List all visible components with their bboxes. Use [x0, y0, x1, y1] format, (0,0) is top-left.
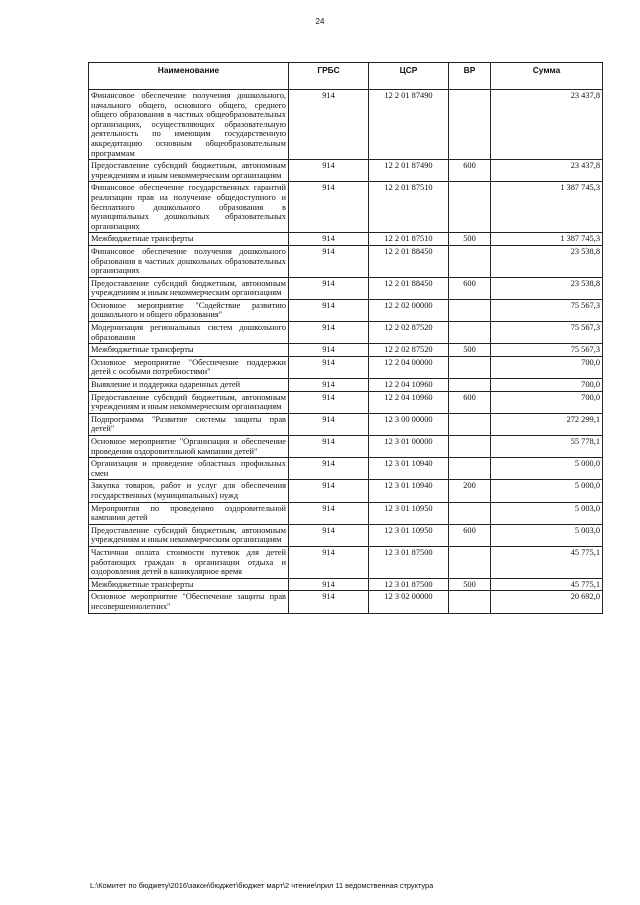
table-header-row — [89, 63, 603, 90]
row-csr: 12 2 01 87490 — [369, 160, 449, 182]
table-row — [89, 379, 603, 392]
row-vr — [449, 245, 491, 277]
row-name: Межбюджетные трансферты — [89, 578, 289, 591]
row-sum: 55 778,1 — [491, 436, 603, 458]
row-grbs: 914 — [289, 344, 369, 357]
row-grbs: 914 — [289, 413, 369, 435]
table-row — [89, 322, 603, 344]
row-csr: 12 3 01 10940 — [369, 480, 449, 502]
row-vr: 200 — [449, 480, 491, 502]
table-row — [89, 90, 603, 160]
row-name: Межбюджетные трансферты — [89, 233, 289, 246]
table-row — [89, 480, 603, 502]
row-vr — [449, 322, 491, 344]
row-vr — [449, 458, 491, 480]
row-csr: 12 3 01 87500 — [369, 578, 449, 591]
row-sum: 75 567,3 — [491, 299, 603, 321]
row-grbs: 914 — [289, 502, 369, 524]
row-sum: 23 538,8 — [491, 277, 603, 299]
row-vr — [449, 546, 491, 578]
row-vr: 500 — [449, 578, 491, 591]
header-csr: ЦСР — [369, 63, 449, 90]
row-csr: 12 2 01 88450 — [369, 277, 449, 299]
table-row — [89, 578, 603, 591]
row-name: Предоставление субсидий бюджетным, автономным учреждениям и иным некоммерческим организациям — [89, 391, 289, 413]
row-grbs: 914 — [289, 245, 369, 277]
row-grbs: 914 — [289, 480, 369, 502]
row-grbs: 914 — [289, 436, 369, 458]
page-number: 24 — [315, 17, 325, 26]
row-name: Межбюджетные трансферты — [89, 344, 289, 357]
row-vr — [449, 591, 491, 613]
row-grbs: 914 — [289, 591, 369, 613]
table-row — [89, 436, 603, 458]
row-sum: 5 000,0 — [491, 480, 603, 502]
row-csr: 12 2 02 87520 — [369, 344, 449, 357]
row-vr — [449, 379, 491, 392]
budget-table — [88, 62, 603, 614]
table-row — [89, 356, 603, 378]
row-vr — [449, 502, 491, 524]
table-row — [89, 245, 603, 277]
row-name: Организация и проведение областных профильных смен — [89, 458, 289, 480]
row-name: Основное мероприятие "Обеспечение поддержки детей с особыми потребностями" — [89, 356, 289, 378]
row-sum: 700,0 — [491, 379, 603, 392]
row-grbs: 914 — [289, 578, 369, 591]
row-csr: 12 2 02 00000 — [369, 299, 449, 321]
row-csr: 12 3 01 10950 — [369, 502, 449, 524]
row-vr: 500 — [449, 344, 491, 357]
row-vr — [449, 182, 491, 233]
row-grbs: 914 — [289, 182, 369, 233]
row-name: Закупка товаров, работ и услуг для обеспечения государственных (муниципальных) нужд — [89, 480, 289, 502]
row-vr — [449, 436, 491, 458]
row-vr — [449, 299, 491, 321]
table-row — [89, 233, 603, 246]
row-vr: 600 — [449, 160, 491, 182]
row-vr: 600 — [449, 524, 491, 546]
row-name: Мероприятия по проведению оздоровительной кампании детей — [89, 502, 289, 524]
row-sum: 700,0 — [491, 356, 603, 378]
table-row — [89, 344, 603, 357]
row-grbs: 914 — [289, 160, 369, 182]
row-name: Выявление и поддержка одаренных детей — [89, 379, 289, 392]
row-name: Основное мероприятие "Обеспечение защиты прав несовершеннолетних" — [89, 591, 289, 613]
header-name: Наименование — [89, 63, 289, 90]
row-grbs: 914 — [289, 233, 369, 246]
row-csr: 12 3 02 00000 — [369, 591, 449, 613]
table-row — [89, 160, 603, 182]
row-sum: 23 437,8 — [491, 160, 603, 182]
row-csr: 12 2 01 88450 — [369, 245, 449, 277]
table-row — [89, 458, 603, 480]
table-row — [89, 591, 603, 613]
row-sum: 5 003,0 — [491, 502, 603, 524]
table-row — [89, 524, 603, 546]
row-vr — [449, 90, 491, 160]
row-sum: 700,0 — [491, 391, 603, 413]
row-grbs: 914 — [289, 391, 369, 413]
row-csr: 12 2 01 87510 — [369, 182, 449, 233]
row-grbs: 914 — [289, 299, 369, 321]
row-name: Предоставление субсидий бюджетным, автономным учреждениям и иным некоммерческим организациям — [89, 277, 289, 299]
row-sum: 75 567,3 — [491, 344, 603, 357]
table-row — [89, 299, 603, 321]
header-grbs: ГРБС — [289, 63, 369, 90]
row-sum: 45 775,1 — [491, 546, 603, 578]
row-name: Основное мероприятие "Содействие развитию дошкольного и общего образования" — [89, 299, 289, 321]
row-grbs: 914 — [289, 458, 369, 480]
header-vr: ВР — [449, 63, 491, 90]
row-name: Финансовое обеспечение государственных гарантий реализации прав на получение общедоступного и бесплатного дошкольного образования в муниципальных дошкольных образовательных организациях — [89, 182, 289, 233]
table-row — [89, 413, 603, 435]
row-grbs: 914 — [289, 277, 369, 299]
row-grbs: 914 — [289, 356, 369, 378]
row-csr: 12 2 04 00000 — [369, 356, 449, 378]
table-row — [89, 546, 603, 578]
row-name: Финансовое обеспечение получения дошкольного, начального общего, основного общего, среднего общего образования в частных общеобразовательных организациях, осуществляющих образовательную деятельность по имеющим государственную аккредитацию основным общеобразовательным программам — [89, 90, 289, 160]
row-csr: 12 2 04 10960 — [369, 391, 449, 413]
row-name: Подпрограмма "Развитие системы защиты прав детей" — [89, 413, 289, 435]
row-name: Финансовое обеспечение получения дошкольного образования в частных дошкольных образовательных организациях — [89, 245, 289, 277]
row-name: Частичная оплата стоимости путевок для детей работающих граждан в организации отдыха и оздоровления детей в каникулярное время — [89, 546, 289, 578]
row-csr: 12 2 02 87520 — [369, 322, 449, 344]
row-csr: 12 3 01 87500 — [369, 546, 449, 578]
row-csr: 12 2 01 87490 — [369, 90, 449, 160]
row-sum: 272 299,1 — [491, 413, 603, 435]
row-grbs: 914 — [289, 379, 369, 392]
row-csr: 12 2 01 87510 — [369, 233, 449, 246]
row-vr: 600 — [449, 277, 491, 299]
file-path-footer: L:\Комитет по бюджету\2016\закон\бюджет\бюджет март\2 чтение\прил 11 ведомственная структура — [90, 881, 434, 890]
row-sum: 5 003,0 — [491, 524, 603, 546]
row-sum: 45 775,1 — [491, 578, 603, 591]
table-row — [89, 391, 603, 413]
header-sum: Сумма — [491, 63, 603, 90]
row-grbs: 914 — [289, 524, 369, 546]
row-sum: 5 000,0 — [491, 458, 603, 480]
row-csr: 12 3 01 10950 — [369, 524, 449, 546]
table-row — [89, 277, 603, 299]
row-grbs: 914 — [289, 322, 369, 344]
row-sum: 20 692,0 — [491, 591, 603, 613]
row-csr: 12 2 04 10960 — [369, 379, 449, 392]
row-name: Предоставление субсидий бюджетным, автономным учреждениям и иным некоммерческим организациям — [89, 524, 289, 546]
table-row — [89, 182, 603, 233]
row-vr: 600 — [449, 391, 491, 413]
row-sum: 75 567,3 — [491, 322, 603, 344]
table-row — [89, 502, 603, 524]
row-sum: 1 387 745,3 — [491, 182, 603, 233]
row-csr: 12 3 00 00000 — [369, 413, 449, 435]
row-name: Модернизация региональных систем дошкольного образования — [89, 322, 289, 344]
row-grbs: 914 — [289, 90, 369, 160]
row-name: Предоставление субсидий бюджетным, автономным учреждениям и иным некоммерческим организациям — [89, 160, 289, 182]
row-csr: 12 3 01 00000 — [369, 436, 449, 458]
row-name: Основное мероприятие "Организация и обеспечение проведения оздоровительной кампании детей" — [89, 436, 289, 458]
row-grbs: 914 — [289, 546, 369, 578]
row-csr: 12 3 01 10940 — [369, 458, 449, 480]
row-vr — [449, 413, 491, 435]
row-vr — [449, 356, 491, 378]
row-sum: 1 387 745,3 — [491, 233, 603, 246]
row-vr: 500 — [449, 233, 491, 246]
row-sum: 23 437,8 — [491, 90, 603, 160]
row-sum: 23 538,8 — [491, 245, 603, 277]
